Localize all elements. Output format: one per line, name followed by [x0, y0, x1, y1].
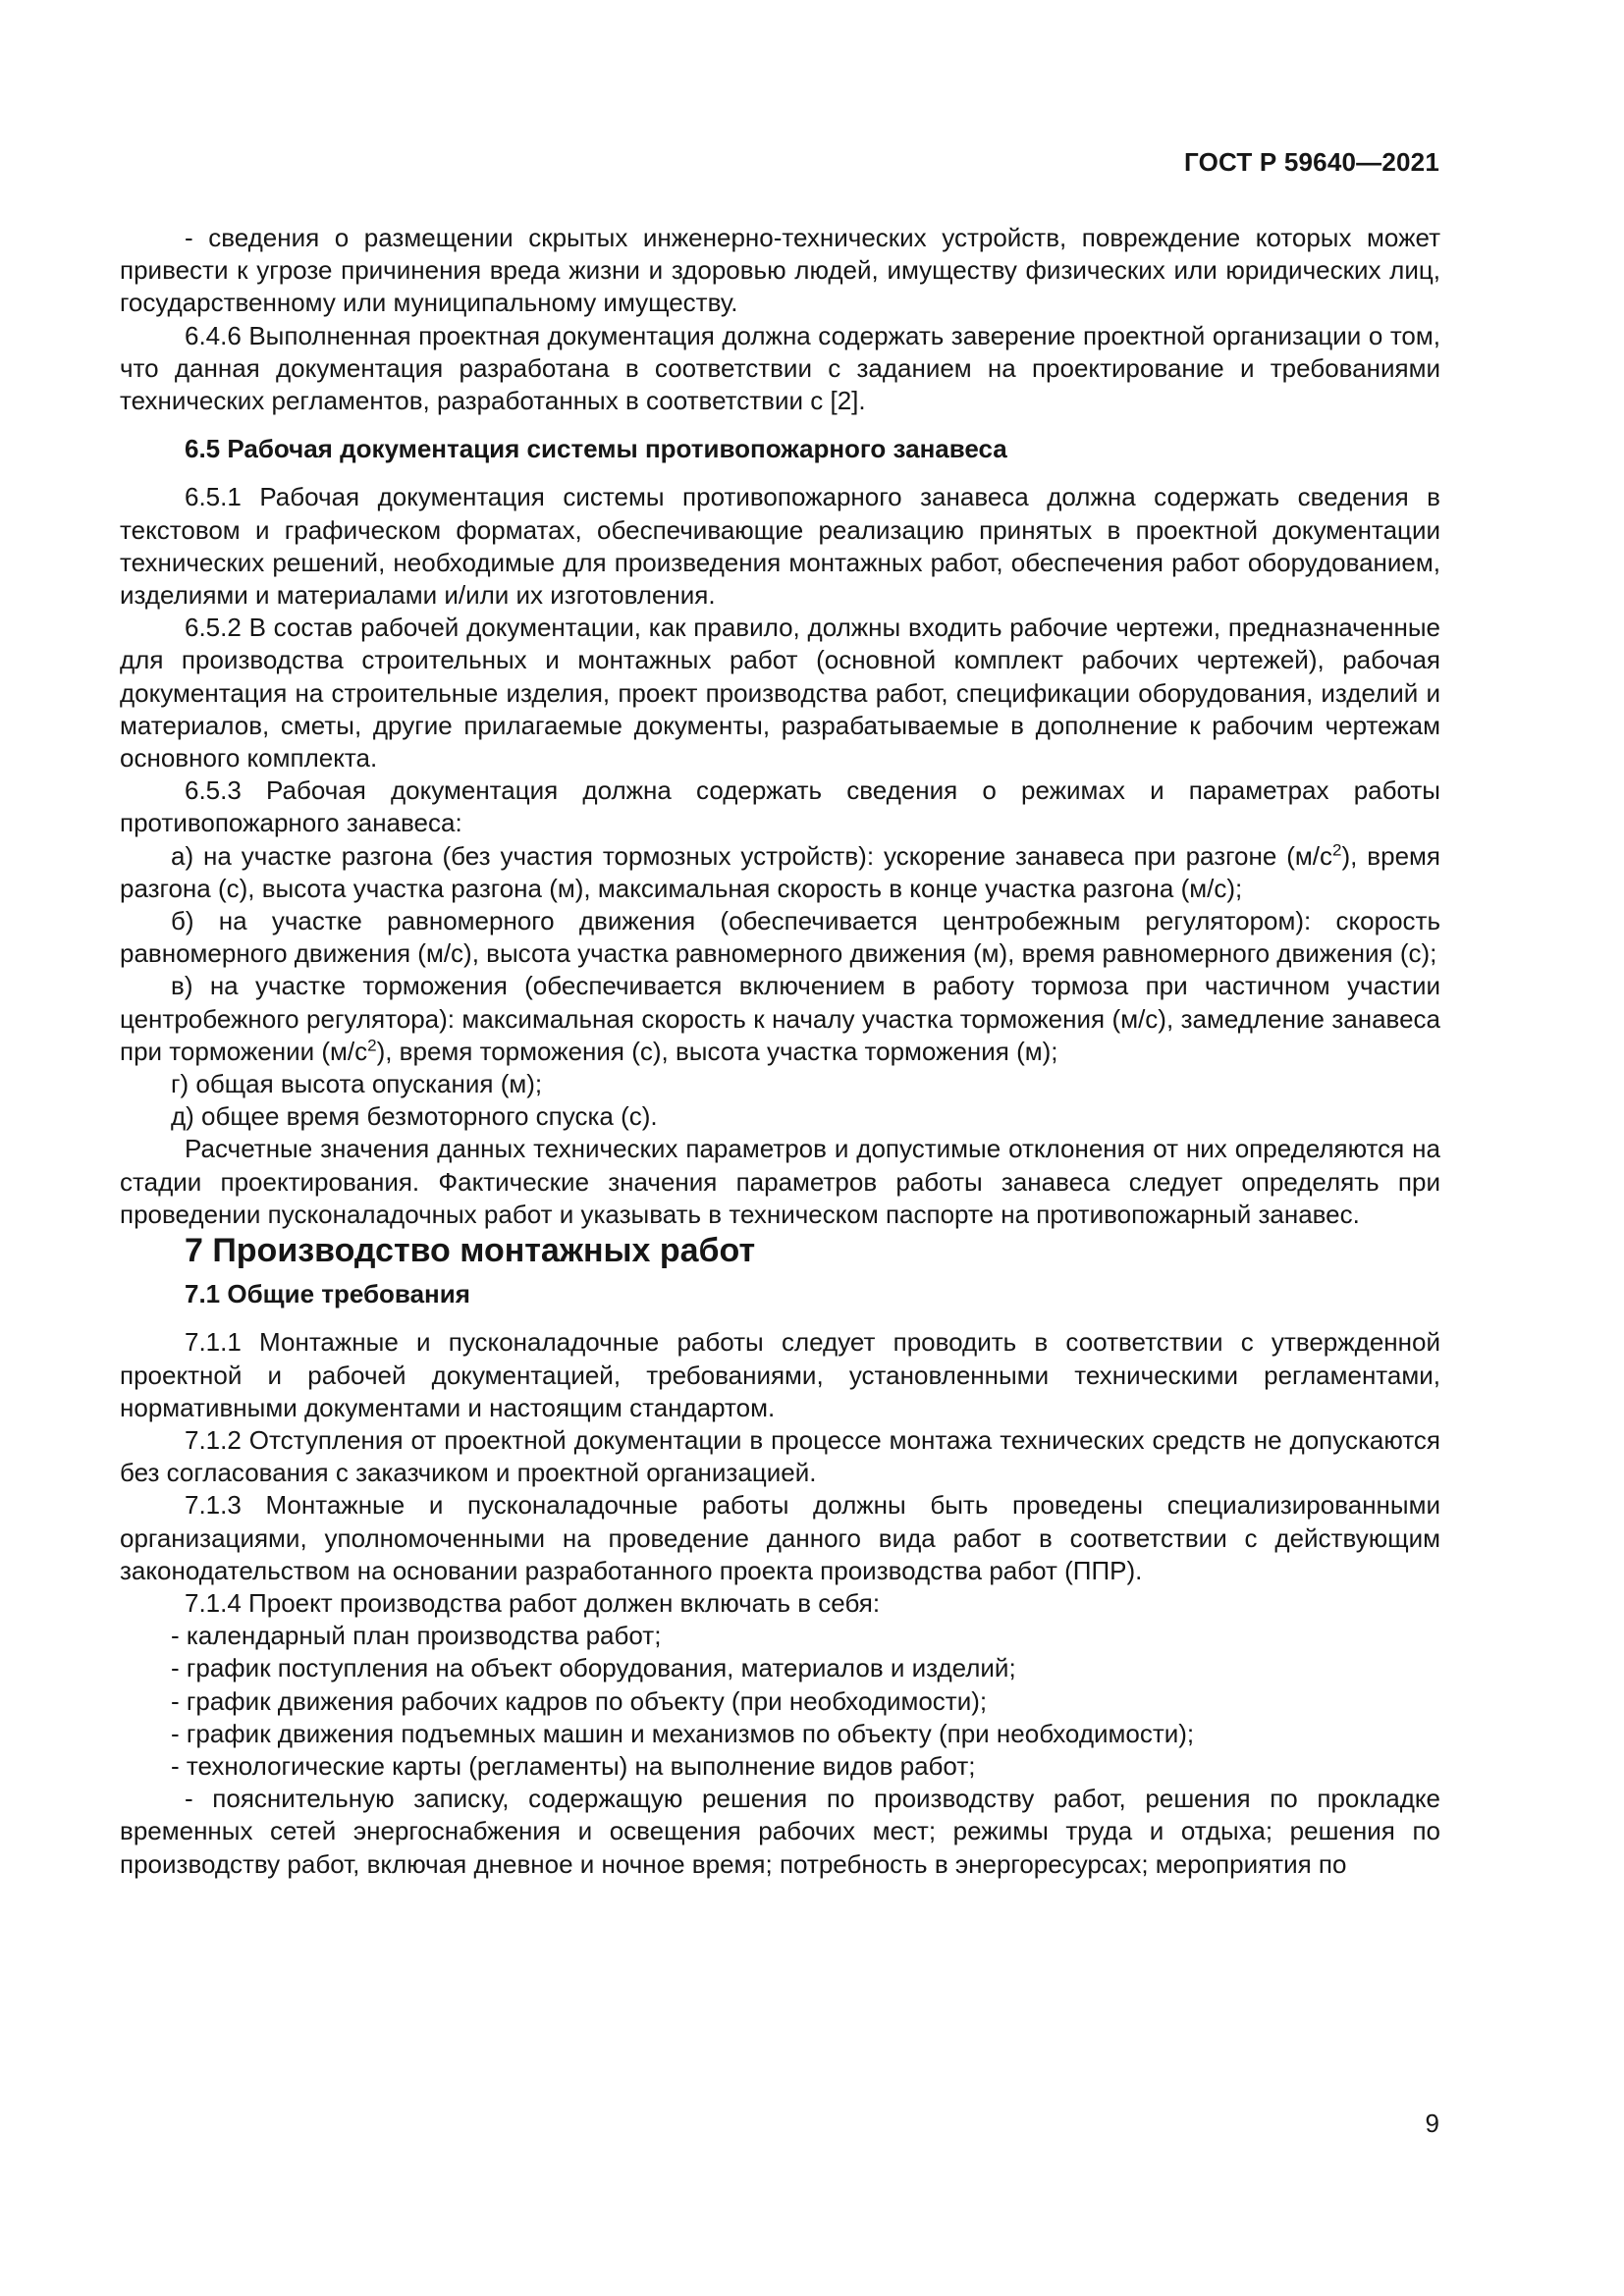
section-heading-7-1: 7.1 Общие требования: [185, 1279, 470, 1309]
list-item-a-superscript: 2: [1332, 840, 1342, 859]
page-body: [120, 222, 1440, 1881]
list-item: - график поступления на объект оборудования, материалов и изделий;: [171, 1653, 1016, 1683]
list-item-v: [120, 970, 1440, 1068]
list-item: - технологические карты (регламенты) на выполнение видов работ;: [171, 1750, 976, 1781]
list-item-v-superscript: 2: [367, 1036, 377, 1055]
paragraph-7-1-3: 7.1.3 Монтажные и пусконаладочные работы должны быть проведены специализированными организациями, уполномоченными на проведение данного вида работ в соответствии с действующим законодательством на основании разработанного проекта производства работ (ППР).: [120, 1490, 1440, 1585]
list-item-a: [120, 840, 1440, 905]
paragraph-6-5-3: 6.5.3 Рабочая документация должна содержать сведения о режимах и параметрах работы противопожарного занавеса:: [120, 775, 1440, 838]
paragraph-6-4-5-tail: - сведения о размещении скрытых инженерно-технических устройств, повреждение которых может привести к угрозе причинения вреда жизни и здоровью людей, имуществу физических или юридических лиц, государственному или муниципальному имуществу.: [120, 223, 1440, 318]
list-item-a-text-1: а) на участке разгона (без участия тормозных устройств): ускорение занавеса при разгоне (м/с: [171, 840, 1333, 871]
list-item-b: б) на участке равномерного движения (обеспечивается центробежным регулятором): скорость равномерного движения (м/с), высота участка равномерного движения (м), время равномерного движения (с);: [120, 906, 1440, 969]
page-number: 9: [1425, 2109, 1439, 2138]
list-item: - график движения рабочих кадров по объекту (при необходимости);: [171, 1685, 988, 1716]
paragraph-6-4-6: 6.4.6 Выполненная проектная документация должна содержать заверение проектной организации о том, что данная документация разработана в соответствии с заданием на проектирование и требованиями технических регламентов, разработанных в соответствии с [2].: [120, 320, 1440, 416]
list-item-g: г) общая высота опускания (м);: [171, 1069, 543, 1099]
paragraph-7-1-2: 7.1.2 Отступления от проектной документации в процессе монтажа технических средств не допускаются без согласования с заказчиком и проектной организацией.: [120, 1424, 1440, 1488]
chapter-heading-7: 7 Производство монтажных работ: [185, 1232, 756, 1270]
list-item-v-text-2: ), время торможения (с), высота участка торможения (м);: [376, 1036, 1058, 1066]
section-heading-6-5: 6.5 Рабочая документация системы противопожарного занавеса: [185, 434, 1007, 464]
list-item: - график движения подъемных машин и механизмов по объекту (при необходимости);: [171, 1718, 1195, 1748]
list-item-v-text-1: в) на участке торможения (обеспечивается включением в работу тормоза при частичном участии центробежного регулятора): максимальная скорость к началу участка торможения (м/с), замедление занавеса при торможении (м/с: [120, 971, 1440, 1066]
paragraph-7-1-1: 7.1.1 Монтажные и пусконаладочные работы следует проводить в соответствии с утвержденной проектной и рабочей документацией, требованиями, установленными техническими регламентами, нормативными документами и настоящим стандартом.: [120, 1327, 1440, 1422]
paragraph-7-1-4: 7.1.4 Проект производства работ должен включать в себя:: [185, 1587, 881, 1618]
list-item: - календарный план производства работ;: [171, 1621, 662, 1651]
paragraph-6-5-2: 6.5.2 В состав рабочей документации, как правило, должны входить рабочие чертежи, предназначенные для производства строительных и монтажных работ (основной комплект рабочих чертежей), рабочая документация на строительные изделия, проект производства работ, спецификации оборудования, изделий и материалов, сметы, другие прилагаемые документы, разрабатываемые в дополнение к рабочим чертежам основного комплекта.: [120, 613, 1440, 774]
paragraph-6-5-1: 6.5.1 Рабочая документация системы противопожарного занавеса должна содержать сведения в текстовом и графическом форматах, обеспечивающие реализацию принятых в проектной документации технических решений, необходимые для произведения монтажных работ, обеспечения работ оборудованием, изделиями и материалами и/или их изготовления.: [120, 482, 1440, 611]
list-item-d: д) общее время безмоторного спуска (с).: [171, 1101, 658, 1132]
paragraph-explanatory-note: - пояснительную записку, содержащую решения по производству работ, решения по прокладке временных сетей энергоснабжения и освещения рабочих мест; режимы труда и отдыха; решения по производству работ, включая дневное и ночное время; потребность в энергоресурсах; мероприятия по: [120, 1784, 1440, 1879]
list-item-a-text-2: ), время разгона (с), высота участка разгона (м), максимальная скорость в конце участка разгона (м/с);: [120, 840, 1440, 903]
document-header: ГОСТ Р 59640—2021: [1184, 147, 1439, 177]
paragraph-calculated-values: Расчетные значения данных технических параметров и допустимые отклонения от них определяются на стадии проектирования. Фактические значения параметров работы занавеса следует определять при проведении пусконаладочных работ и указывать в техническом паспорте на противопожарный занавес.: [120, 1134, 1440, 1229]
